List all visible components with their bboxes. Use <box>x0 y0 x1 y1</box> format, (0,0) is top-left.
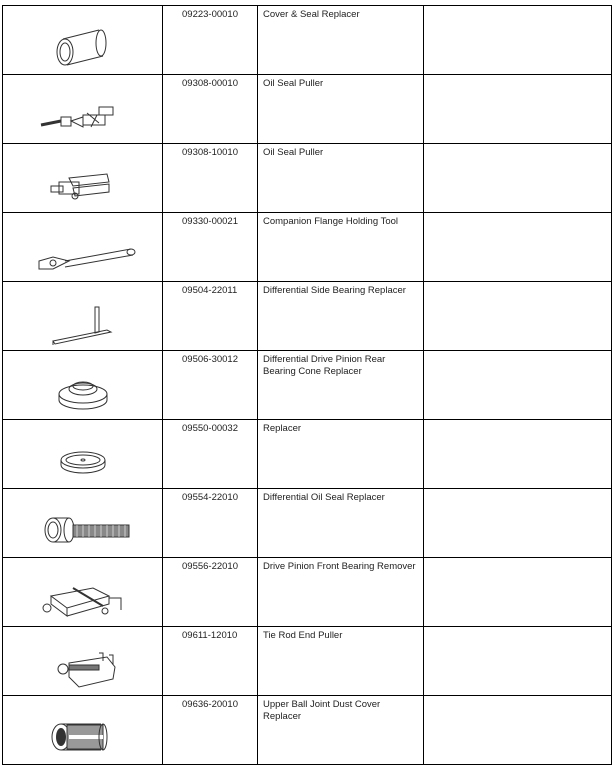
part-number: 09611-12010 <box>182 630 238 641</box>
table-row-09308-00010 <box>3 75 612 144</box>
stepped-disc-icon <box>3 351 162 419</box>
bearing-remover-clamp-icon <box>3 558 162 626</box>
note-cell <box>424 75 612 144</box>
table-row-09556-22010 <box>3 558 612 627</box>
tool-name: Tie Rod End Puller <box>263 630 343 641</box>
note-cell <box>424 144 612 213</box>
part-number: 09504-22011 <box>182 285 238 296</box>
table-row-09504-22011 <box>3 282 612 351</box>
part-number-cell <box>163 282 258 351</box>
tool-name: Cover & Seal Replacer <box>263 9 360 20</box>
tool-name: Differential Drive Pinion Rear Bearing Cone Replacer <box>263 354 386 377</box>
tool-note <box>424 558 611 561</box>
note-cell <box>424 696 612 765</box>
part-number-cell <box>163 696 258 765</box>
tool-name-cell <box>258 558 424 627</box>
table-row-09330-00021 <box>3 213 612 282</box>
tool-note <box>424 420 611 423</box>
tool-name-cell <box>258 282 424 351</box>
part-number: 09554-22010 <box>182 492 238 503</box>
tool-note <box>424 75 611 78</box>
tool-name-cell <box>258 351 424 420</box>
tool-name: Differential Oil Seal Replacer <box>263 492 385 503</box>
part-number: 09550-00032 <box>182 423 238 434</box>
part-number-cell <box>163 75 258 144</box>
table-row-09506-30012 <box>3 351 612 420</box>
table-row-09308-10010 <box>3 144 612 213</box>
note-cell <box>424 420 612 489</box>
tool-name: Differential Side Bearing Replacer <box>263 285 406 296</box>
tool-note <box>424 696 611 699</box>
tool-note <box>424 213 611 216</box>
tool-note <box>424 627 611 630</box>
tool-illustration-cell <box>3 489 163 558</box>
note-cell <box>424 489 612 558</box>
tool-note <box>424 6 611 9</box>
flat-disc-icon <box>3 420 162 488</box>
part-number-cell <box>163 558 258 627</box>
part-number: 09330-00021 <box>182 216 238 227</box>
part-number: 09308-00010 <box>182 78 238 89</box>
tool-illustration-cell <box>3 282 163 351</box>
part-number-cell <box>163 351 258 420</box>
tool-illustration-cell <box>3 558 163 627</box>
tool-name-cell <box>258 489 424 558</box>
knurled-sleeve-icon <box>3 696 162 764</box>
tool-note <box>424 282 611 285</box>
part-number: 09506-30012 <box>182 354 238 365</box>
tool-illustration-cell <box>3 696 163 765</box>
tool-name-cell <box>258 627 424 696</box>
tool-name: Drive Pinion Front Bearing Remover <box>263 561 416 572</box>
tool-name: Upper Ball Joint Dust Cover Replacer <box>263 699 381 722</box>
part-number: 09223-00010 <box>182 9 238 20</box>
tool-illustration-cell <box>3 213 163 282</box>
part-number-cell <box>163 420 258 489</box>
tool-name: Oil Seal Puller <box>263 147 324 158</box>
flange-holding-bar-icon <box>3 213 162 281</box>
part-number: 09556-22010 <box>182 561 238 572</box>
note-cell <box>424 627 612 696</box>
tool-name: Replacer <box>263 423 302 434</box>
t-bar-icon <box>3 282 162 350</box>
threaded-bolt-replacer-icon <box>3 489 162 557</box>
sleeve-cylinder-icon <box>3 6 162 74</box>
tool-illustration-cell <box>3 420 163 489</box>
part-number: 09308-10010 <box>182 147 238 158</box>
tool-name-cell <box>258 420 424 489</box>
tool-note <box>424 489 611 492</box>
table-row-09550-00032 <box>3 420 612 489</box>
slide-hammer-puller-icon <box>3 75 162 143</box>
jaw-puller-icon <box>3 144 162 212</box>
c-clamp-puller-icon <box>3 627 162 695</box>
note-cell <box>424 282 612 351</box>
note-cell <box>424 351 612 420</box>
tool-illustration-cell <box>3 75 163 144</box>
tool-name-cell <box>258 213 424 282</box>
tool-name-cell <box>258 144 424 213</box>
special-service-tools-table <box>2 5 612 765</box>
tool-name: Companion Flange Holding Tool <box>263 216 399 227</box>
tool-name-cell <box>258 75 424 144</box>
table-row-09611-12010 <box>3 627 612 696</box>
part-number-cell <box>163 6 258 75</box>
part-number-cell <box>163 489 258 558</box>
tool-note <box>424 144 611 147</box>
table-row-09636-20010 <box>3 696 612 765</box>
tool-name: Oil Seal Puller <box>263 78 324 89</box>
part-number-cell <box>163 144 258 213</box>
table-row-09554-22010 <box>3 489 612 558</box>
tool-illustration-cell <box>3 351 163 420</box>
tool-name-cell <box>258 6 424 75</box>
part-number-cell <box>163 213 258 282</box>
note-cell <box>424 6 612 75</box>
note-cell <box>424 558 612 627</box>
tool-illustration-cell <box>3 144 163 213</box>
tool-note <box>424 351 611 354</box>
tool-illustration-cell <box>3 627 163 696</box>
tool-name-cell <box>258 696 424 765</box>
tool-illustration-cell <box>3 6 163 75</box>
note-cell <box>424 213 612 282</box>
part-number-cell <box>163 627 258 696</box>
table-row-09223-00010 <box>3 6 612 75</box>
part-number: 09636-20010 <box>182 699 238 710</box>
